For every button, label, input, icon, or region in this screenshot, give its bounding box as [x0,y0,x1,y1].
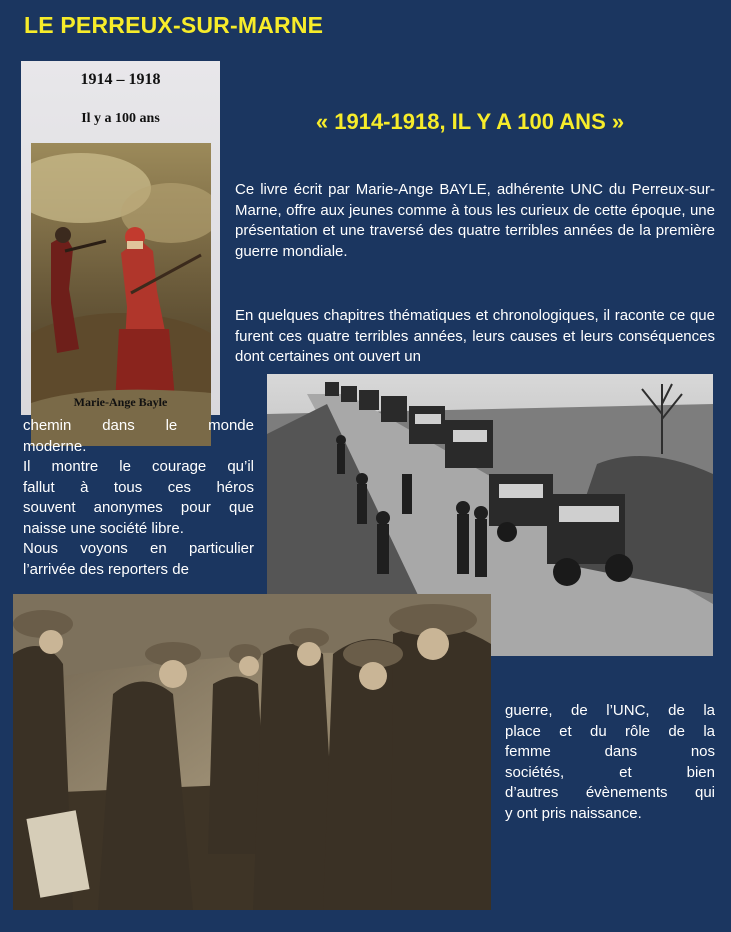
paragraph-intro: Ce livre écrit par Marie-Ange BAYLE, adhérente UNC du Perreux-sur-Marne, offre aux jeunes comme à tous les curieux de cette époque, une présentation et une traversé des quatre terribles années de la première guerre mondiale. [235,181,715,260]
paragraph-chapters: En quelques chapitres thématiques et chronologiques, il raconte ce que furent ces quatre terribles années, leurs causes et leurs conséquences dont certaines ont ouvert un [235,307,715,365]
column-right-line: femme dans nos [505,743,715,760]
column-right-line: y ont pris naissance. [505,804,642,822]
column-left-line: l’arrivée des reporters de [23,560,189,578]
column-right-line: guerre, de l’UNC, de la [505,702,715,719]
book-cover-subtitle: Il y a 100 ans [81,111,160,126]
column-right-line: sociétés, et bien [505,763,715,781]
book-cover-author: Marie-Ange Bayle [73,395,168,409]
column-right-line: d’autres évènements qui [505,784,715,801]
column-left-line: naisse une société libre. [23,519,184,537]
article-headline: « 1914-1918, IL Y A 100 ANS » [315,109,625,134]
column-left-text [23,416,254,580]
column-right-text [505,701,715,824]
book-cover-years: 1914 – 1918 [80,71,161,88]
column-left-line: souvent anonymes pour que [23,499,254,516]
column-left-line: fallut à tous ces héros [23,478,254,496]
column-left-line: moderne. [23,437,87,455]
column-left-line: Il montre le courage qu’il [23,458,254,475]
column-left-line: chemin dans le monde [23,417,254,434]
book-cover-image [21,61,220,415]
column-left-line: Nous voyons en particulier [23,540,254,557]
column-right-line: place et du rôle de la [505,722,715,740]
soldiers-photo [13,594,491,910]
page-title: LE PERREUX-SUR-MARNE [24,12,324,38]
